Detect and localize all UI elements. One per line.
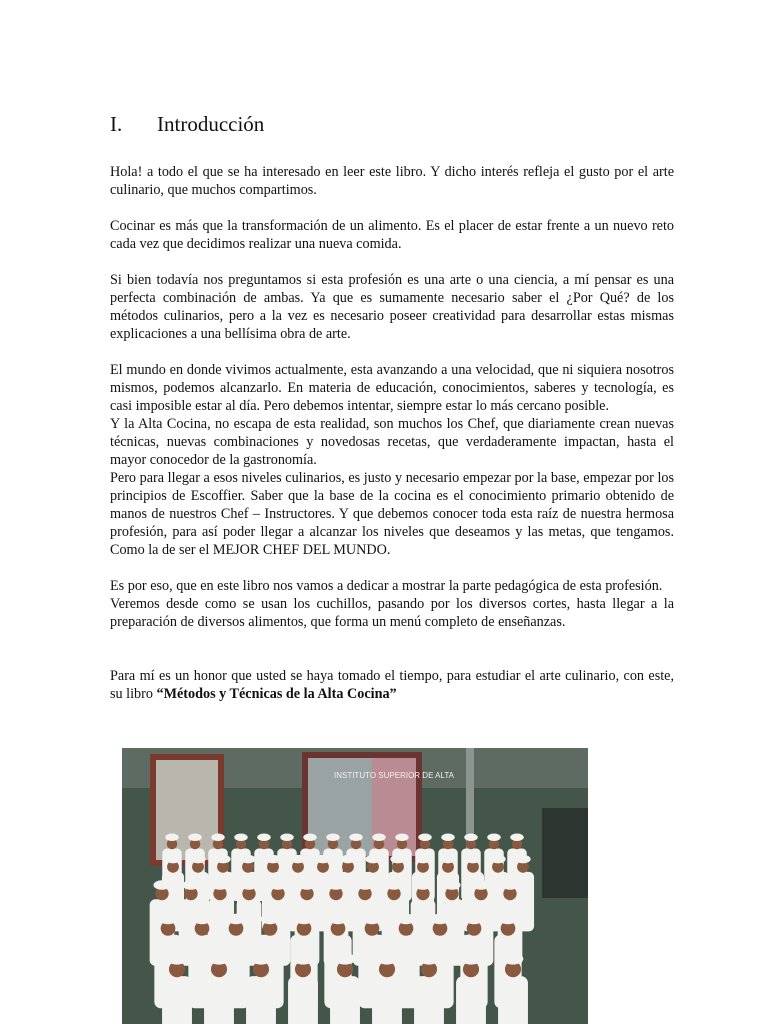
chef-hat (209, 953, 230, 965)
chef-hat (290, 855, 305, 864)
chef-hat (335, 953, 356, 965)
chef-hat (329, 914, 348, 925)
chef-hat (280, 834, 294, 842)
chef-hat (418, 834, 432, 842)
chef-hat (315, 855, 330, 864)
chef-hat (153, 880, 170, 890)
chef-hat (441, 834, 455, 842)
chef-hat (503, 953, 524, 965)
chef-hat (414, 880, 431, 890)
paragraph-alta-cocina: Y la Alta Cocina, no escapa de esta realidad, son muchos los Chef, que diariamente crean nuevas técnicas, nuevas combinaciones y novedosas recetas, que verdaderamente impactan, hasta el mayor conocedor de la gastronomía. (110, 416, 674, 468)
chef-hat (188, 834, 202, 842)
body-text (110, 163, 674, 703)
chef-hat (363, 914, 382, 925)
chef-hat (165, 834, 179, 842)
chef-uniform (204, 976, 234, 1024)
chef-hat (390, 855, 405, 864)
chef-hat (211, 880, 228, 890)
book-title: “Métodos y Técnicas de la Alta Cocina” (156, 686, 397, 702)
chef-hat (167, 953, 188, 965)
chef-uniform (162, 976, 192, 1024)
chef-hat (182, 880, 199, 890)
chef-hat (293, 953, 314, 965)
chef-hat (240, 855, 255, 864)
chef-uniform (498, 976, 528, 1024)
chef-hat (372, 834, 386, 842)
paragraph-world: El mundo en donde vivimos actualmente, esta avanzando a una velocidad, que ni siquiera nosotros mismos, podemos alcanzarlo. En materia de educación, conocimientos, saberes y tecnología, es casi imposible estar al día. Pero debemos intentar, siempre estar lo más cercano posible. (110, 362, 674, 414)
chef-hat (269, 880, 286, 890)
paragraph-greeting: Hola! a todo el que se ha interesado en leer este libro. Y dicho interés refleja el gusto por el arte culinario, que muchos compartimos. (110, 164, 674, 198)
photo-sign-text: INSTITUTO SUPERIOR DE ALTA (333, 771, 455, 780)
section-number: I. (110, 112, 123, 136)
chef-hat (464, 834, 478, 842)
paragraph-art-science: Si bien todavía nos preguntamos si esta profesión es una arte o una ciencia, a mí pensar es una perfecta combinación de ambas. Ya que es sumamente necesario saber el ¿Por Qué? de los métodos culinarios, pero a la vez es necesario poseer creatividad para desarrollar estas mismas explicaciones a una bellísima obra de arte. (110, 272, 674, 342)
chef-hat (365, 855, 380, 864)
chef-hat (215, 855, 230, 864)
group-photo-illustration (122, 748, 588, 1024)
chef-hat (193, 914, 212, 925)
chef-hat (265, 855, 280, 864)
chef-hat (211, 834, 225, 842)
chef-hat (440, 855, 455, 864)
chef-hat (349, 834, 363, 842)
section-title: Introducción (157, 112, 265, 136)
chef-uniform (456, 976, 486, 1024)
chef-hat (190, 855, 205, 864)
chef-hat (465, 914, 484, 925)
chef-hat (234, 834, 248, 842)
chef-hat (340, 855, 355, 864)
section-heading (110, 112, 264, 137)
chef-hat (261, 914, 280, 925)
photo-left-picture (156, 760, 218, 860)
chef-hat (251, 953, 272, 965)
chef-hat (501, 880, 518, 890)
chef-hat (499, 914, 518, 925)
chef-hat (487, 834, 501, 842)
chef-hat (295, 914, 314, 925)
chef-hat (395, 834, 409, 842)
chef-hat (515, 855, 530, 864)
honor-lead: Para mí es un honor que usted se haya tomado el tiempo, para estudiar el arte culinario, con este, su libro (110, 668, 674, 702)
photo-window (542, 808, 588, 898)
chef-hat (385, 880, 402, 890)
chef-hat (356, 880, 373, 890)
paragraph-escoffier: Pero para llegar a esos niveles culinarios, es justo y necesario empezar por la base, empezar por los principios de Escoffier. Saber que la base de la cocina es el conocimiento primario obtenido de manos de nuestros Chef – Instructores. Y que debemos conocer toda esta raíz de nuestra hermosa profesión, para así poder llegar a alcanzar los niveles que deseamos y las metas, que tengamos. Como la de ser el MEJOR CHEF DEL MUNDO. (110, 470, 674, 558)
chef-uniform (330, 976, 360, 1024)
chef-hat (510, 834, 524, 842)
chef-hat (377, 953, 398, 965)
chef-hat (443, 880, 460, 890)
chef-uniform (246, 976, 276, 1024)
chef-hat (397, 914, 416, 925)
chef-hat (159, 914, 178, 925)
chef-hat (303, 834, 317, 842)
chef-uniform (372, 976, 402, 1024)
chef-hat (472, 880, 489, 890)
chef-uniform (414, 976, 444, 1024)
chef-hat (165, 855, 180, 864)
paragraph-knives: Veremos desde como se usan los cuchillos, pasando por los diversos cortes, hasta llegar a la preparación de diversos alimentos, que forma un menú completo de enseñanzas. (110, 596, 674, 630)
chef-uniform (288, 976, 318, 1024)
paragraph-honor (110, 667, 674, 703)
chef-hat (326, 834, 340, 842)
chef-hat (415, 855, 430, 864)
chef-hat (461, 953, 482, 965)
chef-hat (431, 914, 450, 925)
chef-hat (490, 855, 505, 864)
chef-hat (227, 914, 246, 925)
chef-hat (419, 953, 440, 965)
chef-hat (257, 834, 271, 842)
group-photo (122, 748, 588, 1024)
chef-hat (327, 880, 344, 890)
chef-hat (240, 880, 257, 890)
chef-hat (298, 880, 315, 890)
chef-hat (465, 855, 480, 864)
paragraph-cooking: Cocinar es más que la transformación de un alimento. Es el placer de estar frente a un nuevo reto cada vez que decidimos realizar una nueva comida. (110, 218, 674, 252)
paragraph-pedagogy: Es por eso, que en este libro nos vamos a dedicar a mostrar la parte pedagógica de esta profesión. (110, 578, 663, 594)
